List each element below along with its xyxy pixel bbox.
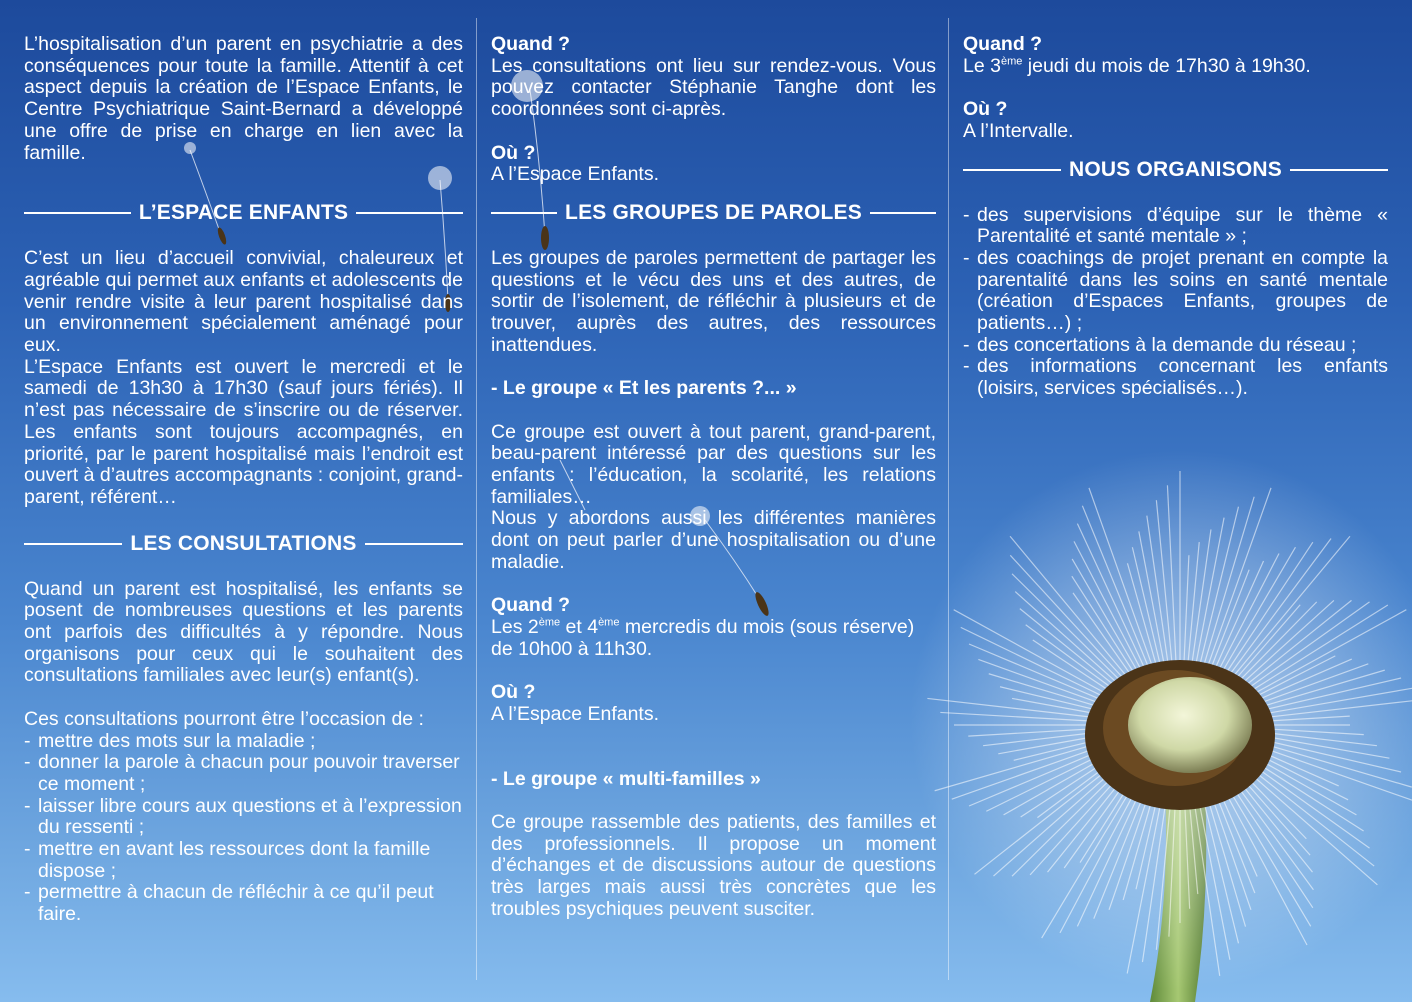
quand-label: Quand ? xyxy=(963,33,1043,55)
groupes-paragraph: Les groupes de paroles permettent de partager les questions et le vécu des uns et des autres, de sortir de l’isolement, de réfléchir à plusieurs et de trouver, auprès des autres, des ressources inattendues. xyxy=(491,246,936,356)
group-1-paragraph-2: Nous y abordons aussi les différentes manières dont on peut parler d’une hospitalisation ou d’une maladie. xyxy=(491,507,936,573)
list-item: - permettre à chacun de réfléchir à ce qu’il peut faire. xyxy=(24,882,463,925)
ou-2-label: Où ? xyxy=(491,680,536,703)
heading-rule-left xyxy=(24,212,131,214)
heading-rule-right xyxy=(1290,169,1388,171)
column-divider-2 xyxy=(948,18,949,980)
heading-text: NOUS ORGANISONS xyxy=(1068,157,1283,181)
heading-rule-left xyxy=(24,543,122,545)
consultations-list-intro: Ces consultations pourront être l’occasion de : xyxy=(24,707,424,730)
list-item: - des informations concernant les enfants (loisirs, services spécialisés…). xyxy=(963,356,1388,399)
espace-paragraph-2: L’Espace Enfants est ouvert le mercredi et le samedi de 13h30 à 17h30 (sauf jours fériés). Il n’est pas nécessaire de s’inscrire ou de réserver. Les enfants sont toujours accompagnés, en priorité, par le parent hospitalisé mais l’endroit est ouvert à d’autres accompagnants : conjoint, grand-parent, référent… xyxy=(24,355,464,508)
section-heading-nous-organisons xyxy=(963,155,1388,185)
list-item: - laisser libre cours aux questions et à l’expression du ressenti ; xyxy=(24,796,463,839)
heading-rule-left xyxy=(491,212,557,214)
quand-text: Les consultations ont lieu sur rendez-vous. Vous pouvez contacter Stéphanie Tanghe dont les coordonnées sont ci-après. xyxy=(491,54,936,121)
column-1 xyxy=(24,34,463,926)
heading-text: LES GROUPES DE PAROLES xyxy=(565,201,862,225)
quand-2-label: Quand ? xyxy=(491,594,571,617)
group-1-title: - Le groupe « Et les parents ?... » xyxy=(491,377,797,400)
ou-2-text: A l’Espace Enfants. xyxy=(491,702,660,725)
ou-label: Où ? xyxy=(963,98,1008,121)
list-item: - des coachings de projet prenant en compte la parentalité dans les soins en santé mentale (création d’Espaces Enfants, groupes de patients…) ; xyxy=(963,248,1388,335)
list-item: - mettre des mots sur la maladie ; xyxy=(24,731,463,753)
heading-rule-right xyxy=(356,212,463,214)
list-item: - mettre en avant les ressources dont la famille dispose ; xyxy=(24,839,463,882)
heading-text: L’ESPACE ENFANTS xyxy=(138,201,349,225)
list-item: - donner la parole à chacun pour pouvoir traverser ce moment ; xyxy=(24,752,463,795)
espace-paragraph-1: C’est un lieu d’accueil convivial, chaleureux et agréable qui permet aux enfants et adolescents de venir rendre visite à leur parent hospitalisé dans un environnement spécialement aménagé pour eux. xyxy=(24,247,463,357)
list-item: - des supervisions d’équipe sur le thème « Parentalité et santé mentale » ; xyxy=(963,205,1388,248)
group-1-paragraph-1: Ce groupe est ouvert à tout parent, grand-parent, beau-parent intéressé par des questions sur les enfants : l’éducation, la scolarité, les relations familiales… xyxy=(491,420,936,508)
heading-rule-left xyxy=(963,169,1061,171)
quand-label: Quand ? xyxy=(491,33,571,55)
column-divider-1 xyxy=(476,18,477,980)
consultations-paragraph: Quand un parent est hospitalisé, les enfants se posent de nombreuses questions et les parents ont parfois des difficultés à y répondre. Nous organisons pour ceux qui le souhaitent des consultations familiales avec leur(s) enfant(s). xyxy=(24,577,463,687)
quand-text: Le 3ème jeudi du mois de 17h30 à 19h30. xyxy=(963,54,1311,77)
heading-rule-right xyxy=(365,543,463,545)
heading-text: LES CONSULTATIONS xyxy=(130,531,357,555)
group-2-paragraph: Ce groupe rassemble des patients, des familles et des professionnels. Il propose un moment d’échanges et de discussions autour de questions très larges mais aussi très concrètes que les troubles psychiques peuvent susciter. xyxy=(491,811,936,920)
organisons-list xyxy=(963,205,1388,400)
heading-rule-right xyxy=(870,212,936,214)
ou-text: A l’Espace Enfants. xyxy=(491,163,660,186)
column-2 xyxy=(491,34,936,921)
ou-label: Où ? xyxy=(491,141,536,164)
section-heading-groupes-de-paroles xyxy=(491,198,936,228)
column-3 xyxy=(963,34,1388,400)
list-item: - des concertations à la demande du réseau ; xyxy=(963,335,1388,357)
section-heading-espace-enfants xyxy=(24,198,463,228)
ou-text: A l’Intervalle. xyxy=(963,119,1074,142)
consultations-list xyxy=(24,731,463,926)
intro-paragraph: L’hospitalisation d’un parent en psychiatrie a des conséquences pour toute la famille. Attentif à cet aspect depuis la création de l’Espace Enfants, le Centre Psychiatrique Saint-Bernard a développé une offre de prise en charge en lien avec la famille. xyxy=(24,33,463,164)
group-2-title: - Le groupe « multi-familles » xyxy=(491,767,761,790)
section-heading-consultations xyxy=(24,529,463,559)
quand-2-text: Les 2ème et 4ème mercredis du mois (sous réserve) de 10h00 à 11h30. xyxy=(491,615,915,660)
